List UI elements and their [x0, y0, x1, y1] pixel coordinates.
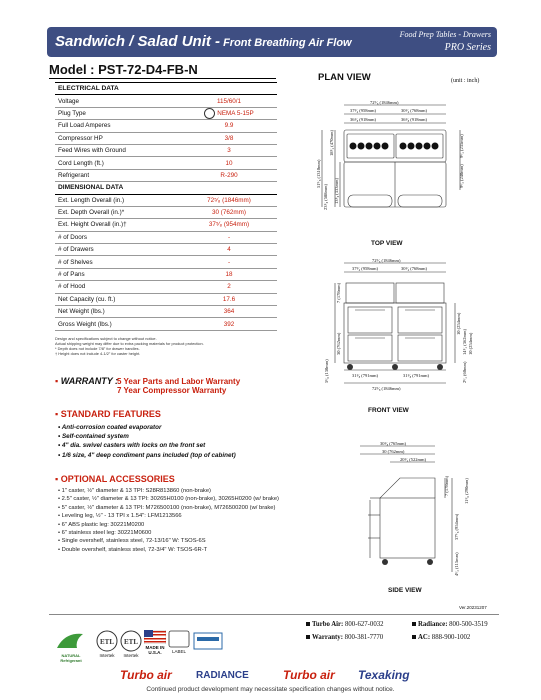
banner-series: PRO Series: [444, 42, 491, 53]
feature-item: • 1/6 size, 4" deep condiment pans included (top of cabinet): [58, 451, 236, 459]
spec-row: [55, 194, 277, 206]
spec-row: [55, 256, 277, 268]
accessory-item: • Double overshelf, stainless steel, 72-3/4" W: TSOS-6R-T: [58, 546, 208, 553]
etl-text: ETL: [100, 638, 115, 646]
front-dim: 7 (178mm): [336, 282, 341, 303]
front-dim: 2¹⁄₄ (60mm): [462, 361, 467, 383]
spec-value: 9.9: [181, 120, 277, 132]
top-dim: 36¹⁄₈ (918mm): [401, 117, 428, 122]
features-title: ▪ STANDARD FEATURES: [55, 409, 161, 419]
section-title: ELECTRICAL DATA: [55, 83, 277, 95]
spec-row: [55, 293, 277, 305]
side-dim: 30¹⁄₈ (765mm): [380, 441, 407, 446]
spec-row: [55, 144, 277, 156]
spec-row: [55, 231, 277, 243]
spec-row: [55, 132, 277, 144]
feature-item: • 4" dia. swivel casters with locks on the front set: [58, 442, 206, 450]
warranty-label: ▪ WARRANTY :: [55, 376, 119, 386]
warranty-text: [117, 377, 240, 395]
etl-logo: [96, 630, 118, 658]
brand-turbo-air-2: Turbo air: [283, 668, 335, 682]
front-dim: 31¹⁄₈ (791mm): [352, 373, 379, 378]
front-dim: 30¹⁄₄ (768mm): [401, 266, 428, 271]
accessory-item: • 1" caster, ½" diameter & 13 TPI: S28R813860 (non-brake): [58, 488, 211, 494]
bottom-note: Continued product development may necessitate specification changes without notice.: [146, 686, 395, 693]
side-dim: 11³⁄₈ (290mm): [464, 478, 469, 504]
top-dim: 23¹⁄₈ (588mm): [323, 183, 328, 210]
spec-row: [55, 120, 277, 132]
spec-label: Cord Length (ft.): [55, 157, 181, 169]
section-title: DIMENSIONAL DATA: [55, 182, 277, 194]
front-view-label: FRONT VIEW: [368, 407, 409, 414]
brand-turbo-air: Turbo air: [120, 668, 172, 682]
top-dim: 13¹⁄₈ (333mm): [334, 177, 339, 204]
spec-row: [55, 206, 277, 218]
accessory-item: • Single overshelf, stainless steel, 72-13/16" W: TSOS-6S: [58, 538, 206, 545]
brand-texaking: Texaking: [358, 668, 410, 682]
spec-value: 3: [181, 144, 277, 156]
warranty-line: 5 Year Parts and Labor Warranty: [117, 377, 241, 386]
front-dim: 31¹⁄₈ (791mm): [403, 373, 430, 378]
side-dim: 37⁵⁄₈ (954mm): [454, 513, 459, 540]
plan-view-title: PLAN VIEW: [318, 72, 371, 83]
side-dim: 30 (762mm): [382, 449, 405, 454]
spec-row: [55, 157, 277, 169]
spec-row: [55, 219, 277, 231]
contact-turbo-air: Turbo Air: 800-627-0032: [306, 621, 384, 628]
spec-label: Net Weight (lbs.): [55, 306, 181, 318]
spec-value: 10: [181, 157, 277, 169]
spec-row: [55, 244, 277, 256]
energy-logo: [193, 630, 223, 653]
spec-label: Feed Wires with Ground: [55, 144, 181, 156]
brand-radiance: RADIANCE: [196, 670, 249, 681]
spec-value: R-290: [181, 169, 277, 181]
intertek-text: Intertek: [123, 653, 139, 658]
spec-row: [55, 169, 277, 181]
spec-label: Net Capacity (cu. ft.): [55, 293, 181, 305]
feature-item: • Self-contained system: [58, 433, 129, 441]
front-dim: 30 (762mm): [336, 332, 341, 355]
note-line: Design and specifications subject to change without notice.: [55, 336, 157, 341]
spec-notes: [55, 336, 285, 356]
spec-value: 3/8: [181, 132, 277, 144]
contact-radiance: Radiance: 800-500-3519: [412, 621, 488, 628]
spec-row: [55, 318, 277, 330]
features-list: [58, 423, 236, 460]
spec-label: # of Hood: [55, 281, 181, 293]
spec-label: # of Doors: [55, 231, 181, 243]
top-dim: 37³⁄₄ (958mm): [350, 108, 377, 113]
side-dim: 20¹⁄₂ (522mm): [400, 457, 427, 462]
feature-item: • Anti-corrosion coated evaporator: [58, 424, 162, 431]
banner-title: Sandwich / Salad Unit - Front Breathing Air Flow: [55, 33, 352, 50]
accessory-item: • 6" stainless steel leg: 30221M0600: [58, 530, 152, 537]
spec-label: Full Load Amperes: [55, 120, 181, 132]
accessory-item: • 2.5" caster, ½" diameter & 13 TPI: 30265H0100 (non-brake), 30265H0200 (w/ brake): [58, 496, 279, 503]
front-dim: 14¹⁄₄ (362mm): [462, 328, 467, 355]
spec-label: Voltage: [55, 95, 181, 107]
spec-value: 30 (762mm): [181, 206, 277, 218]
front-dim: 72⁵⁄₈ (1846mm): [372, 258, 401, 263]
top-view-label: TOP VIEW: [371, 240, 403, 247]
side-view-label: SIDE VIEW: [388, 587, 422, 594]
spec-label: Ext. Height Overall (in.)†: [55, 219, 181, 231]
spec-value: -: [181, 231, 277, 243]
note-line: * Depth does not include 7/8" for drawer handles.: [55, 346, 140, 351]
spec-label: Compressor HP: [55, 132, 181, 144]
certification-logo: [168, 630, 190, 654]
etl-text: ETL: [124, 638, 139, 646]
spec-row: [55, 107, 277, 119]
natural-refrigerant-logo: NATURAL Refrigerant: [53, 630, 89, 663]
spec-section-header: [55, 83, 277, 95]
spec-value: 17.6: [181, 293, 277, 305]
accessory-item: • 6" ABS plastic leg: 30221M0200: [58, 521, 145, 528]
spec-value: 2: [181, 281, 277, 293]
front-dim: 10 (254mm): [456, 312, 461, 335]
top-dim: 9¹⁄₂ (240mm): [459, 164, 464, 188]
note-line: † Height does not include 4-1/2" for caster height.: [55, 351, 141, 356]
side-dim: 7 (178mm): [444, 475, 449, 496]
spec-value: -: [181, 256, 277, 268]
warranty-line: 7 Year Compressor Warranty: [117, 386, 227, 395]
spec-label: # of Pans: [55, 268, 181, 280]
spec-value: 115/60/1: [181, 95, 277, 107]
note-line: Actual shipping weight may differ due to extra packing materials for product protection.: [55, 341, 204, 346]
accessory-item: • 5" caster, ½" diameter & 13 TPI: M726500100 (non-brake), M726500200 (w/ brake): [58, 504, 276, 511]
spec-row: [55, 268, 277, 280]
spec-label: # of Shelves: [55, 256, 181, 268]
spec-section-header: [55, 182, 277, 194]
divider: [49, 78, 276, 79]
top-dim: 51⁵⁄₈ (1310mm): [316, 159, 321, 188]
front-dim: 72⁵⁄₈ (1846mm): [372, 386, 401, 391]
front-view-drawing: [300, 255, 500, 405]
spec-table: [55, 82, 277, 331]
spec-row: [55, 95, 277, 107]
spec-label: Ext. Length Overall (in.): [55, 194, 181, 206]
etl-sanitation-logo: [120, 630, 142, 658]
front-dim: 10 (254mm): [468, 332, 473, 355]
spec-value: 4: [181, 244, 277, 256]
version-label: Ver.20231207: [459, 605, 487, 610]
spec-label: Plug Type: [55, 107, 181, 119]
banner-category: Food Prep Tables - Drawers: [399, 30, 491, 39]
top-dim: 36¹⁄₈ (918mm): [350, 117, 377, 122]
front-dim: 5¹⁄₈ (130mm): [324, 359, 329, 383]
spec-value: 18: [181, 268, 277, 280]
unit-note: (unit : inch): [451, 78, 480, 84]
intertek-text: Intertek: [99, 653, 115, 658]
plug-icon: [204, 108, 215, 119]
front-dim: 37³⁄₄ (958mm): [352, 266, 379, 271]
contact-warranty: Warranty: 800-381-7770: [306, 634, 383, 641]
top-dim: 30¹⁄₄ (768mm): [401, 108, 428, 113]
accessories-list: [58, 487, 279, 554]
spec-row: [55, 281, 277, 293]
spec-value: [181, 107, 277, 119]
side-dim: 4¹⁄₂ (115mm): [454, 552, 459, 576]
accessory-item: • Leveling leg, ½" - 13 TPI x 1.54": LFM1213566: [58, 513, 182, 520]
spec-label: Gross Weight (lbs.): [55, 318, 181, 330]
header-banner: [47, 27, 497, 57]
side-view-drawing: [340, 440, 490, 580]
contact-ac: AC: 888-900-1002: [412, 634, 470, 641]
spec-label: # of Drawers: [55, 244, 181, 256]
divider: [49, 614, 499, 615]
top-dim: 18¹⁄₂ (470mm): [329, 129, 334, 156]
spec-value: 392: [181, 318, 277, 330]
top-view-drawing: [300, 100, 500, 230]
spec-value: 72⁵⁄₈ (1846mm): [181, 194, 277, 206]
banner-subtitle: Front Breathing Air Flow: [220, 37, 352, 49]
spec-row: [55, 306, 277, 318]
spec-value: 364: [181, 306, 277, 318]
spec-label: Ext. Depth Overall (in.)*: [55, 206, 181, 218]
plug-value: NEMA 5-15P: [217, 110, 254, 118]
spec-value: 37⁵⁄₈ (954mm): [181, 219, 277, 231]
cert-text: LABEL: [171, 649, 186, 654]
accessories-title: ▪ OPTIONAL ACCESSORIES: [55, 474, 175, 484]
spec-label: Refrigerant: [55, 169, 181, 181]
top-dim: 72⁵⁄₈ (1846mm): [370, 100, 399, 105]
top-dim: 9¹⁄₄ (235mm): [459, 134, 464, 158]
model-title: Model : PST-72-D4-FB-N: [49, 62, 198, 77]
made-in-usa-logo: MADE IN U.S.A.: [144, 630, 166, 655]
